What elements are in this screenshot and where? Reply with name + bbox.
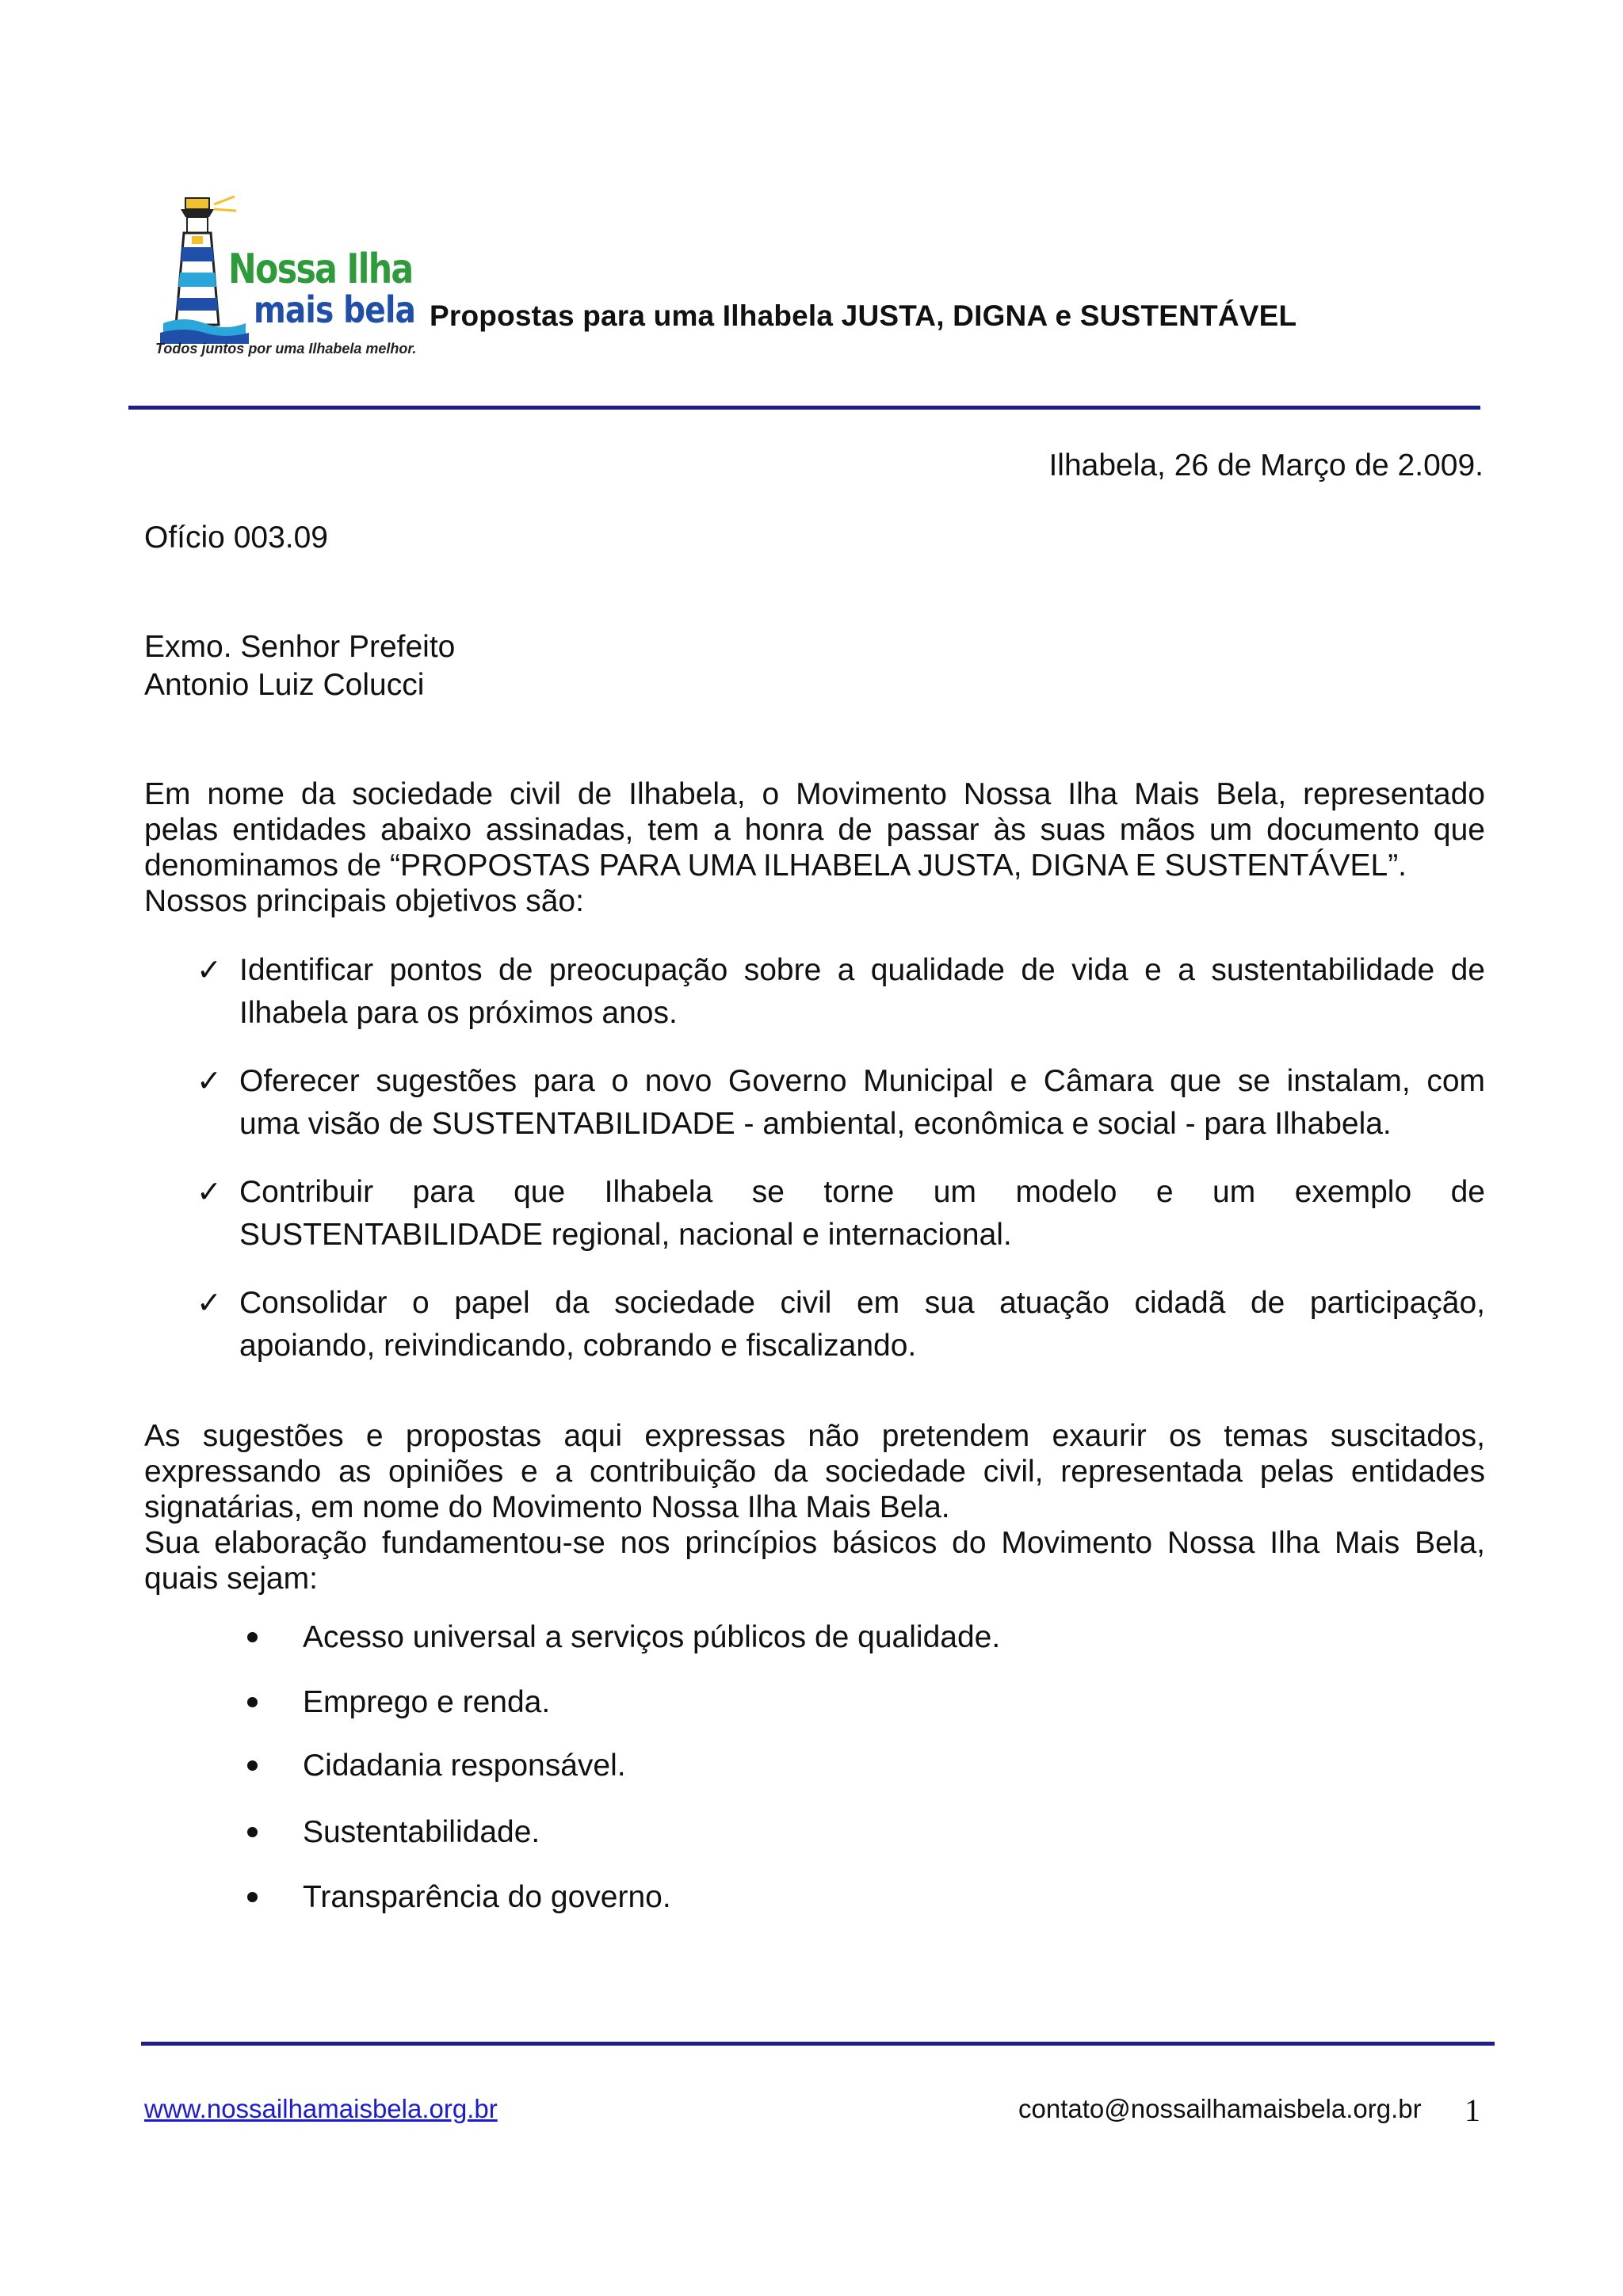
checkmark-icon: ✓ — [197, 1287, 222, 1320]
principle-text: Emprego e renda. — [303, 1685, 551, 1719]
letter-reference: Ofício 003.09 — [144, 521, 328, 555]
objective-line: Oferecer sugestões para o novo Governo Municipal e Câmara que se instalam, com — [239, 1064, 1485, 1098]
intro-line: Nossos principais objetivos são: — [144, 884, 584, 918]
principle-text: Acesso universal a serviços públicos de qualidade. — [303, 1620, 1001, 1654]
intro-line: Em nome da sociedade civil de Ilhabela, o Movimento Nossa Ilha Mais Bela, representado — [144, 777, 1485, 811]
intro-paragraph — [144, 776, 1485, 919]
header-divider — [128, 406, 1480, 410]
website-link[interactable]: www.nossailhamaisbela.org.br — [144, 2094, 498, 2123]
second-line: expressando as opiniões e a contribuição da sociedade civil, representada pelas entidades — [144, 1455, 1485, 1489]
checkmark-icon: ✓ — [197, 954, 222, 987]
bullet-icon — [247, 1697, 258, 1707]
bullet-icon — [247, 1760, 258, 1771]
second-paragraph — [144, 1418, 1485, 1596]
nossa-ilha-logo — [152, 190, 417, 364]
principle-text: Cidadania responsável. — [303, 1749, 626, 1783]
logo-line1: Nossa Ilha — [228, 246, 413, 293]
checkmark-icon: ✓ — [197, 1176, 222, 1209]
recipient-name: Antonio Luiz Colucci — [144, 668, 425, 702]
recipient-title: Exmo. Senhor Prefeito — [144, 630, 456, 664]
bullet-icon — [247, 1632, 258, 1642]
bullet-icon — [247, 1892, 258, 1902]
objective-line: Ilhabela para os próximos anos. — [239, 996, 678, 1030]
second-line: signatárias, em nome do Movimento Nossa Ilha Mais Bela. — [144, 1490, 950, 1524]
intro-line: pelas entidades abaixo assinadas, tem a honra de passar às suas mãos um documento que — [144, 813, 1485, 847]
objective-line: uma visão de SUSTENTABILIDADE - ambiental, econômica e social - para Ilhabela. — [239, 1107, 1392, 1141]
objective-line: apoiando, reivindicando, cobrando e fiscalizando. — [239, 1329, 917, 1363]
document-title: Propostas para uma Ilhabela JUSTA, DIGNA e SUSTENTÁVEL — [430, 299, 1297, 332]
second-line: quais sejam: — [144, 1562, 318, 1596]
second-line: Sua elaboração fundamentou-se nos princípios básicos do Movimento Nossa Ilha Mais Bela, — [144, 1526, 1485, 1560]
page-number: 1 — [1465, 2092, 1480, 2128]
principle-text: Sustentabilidade. — [303, 1815, 540, 1849]
principle-text: Transparência do governo. — [303, 1880, 671, 1914]
logo-tagline: Todos juntos por uma Ilhabela melhor. — [155, 341, 417, 357]
logo-line2: mais bela — [254, 288, 416, 331]
letter-date: Ilhabela, 26 de Março de 2.009. — [1048, 448, 1484, 482]
second-line: As sugestões e propostas aqui expressas não pretendem exaurir os temas suscitados, — [144, 1419, 1485, 1453]
objective-line: Identificar pontos de preocupação sobre a qualidade de vida e a sustentabilidade de — [239, 953, 1485, 987]
contact-email: contato@nossailhamaisbela.org.br — [1018, 2094, 1422, 2123]
objective-line: SUSTENTABILIDADE regional, nacional e internacional. — [239, 1218, 1012, 1252]
checkmark-icon: ✓ — [197, 1065, 222, 1098]
objective-line: Contribuir para que Ilhabela se torne um modelo e um exemplo de — [239, 1175, 1485, 1209]
objective-line: Consolidar o papel da sociedade civil em sua atuação cidadã de participação, — [239, 1286, 1485, 1320]
intro-line: denominamos de “PROPOSTAS PARA UMA ILHABELA JUSTA, DIGNA E SUSTENTÁVEL”. — [144, 849, 1407, 883]
footer-divider — [141, 2042, 1495, 2046]
bullet-icon — [247, 1827, 258, 1837]
recipient-block — [144, 628, 455, 704]
